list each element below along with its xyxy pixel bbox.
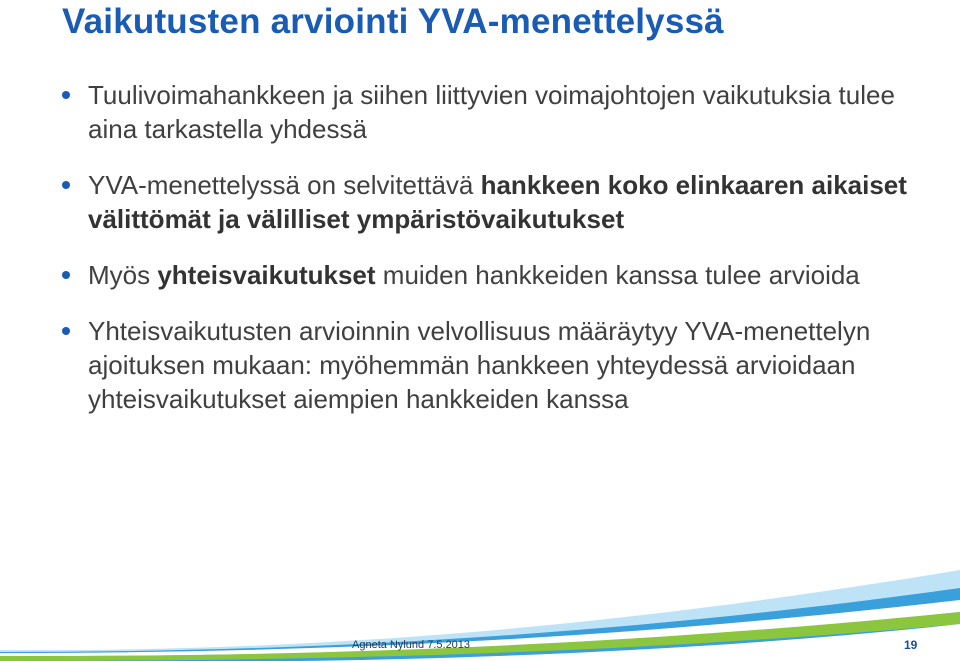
bullet-dot-icon	[62, 181, 70, 189]
bullet-text-bold: hankkeen koko elinkaaren aikaiset välittömät ja välilliset ympäristövaikutukset	[88, 170, 907, 234]
bullet-item	[62, 314, 922, 416]
page-number: 19	[904, 638, 918, 652]
bullet-list	[62, 78, 922, 438]
slide-title: Vaikutusten arviointi YVA-menettelyssä	[62, 2, 724, 41]
bullet-text: Yhteisvaikutusten arvioinnin velvollisuus määräytyy YVA-menettelyn ajoituksen mukaan: myöhemmän hankkeen yhteydessä arvioidaan yhteisvaikutukset aiempien hankkeiden kanssa	[88, 316, 871, 414]
footer-author-date: Agneta Nylund 7.5.2013	[352, 639, 471, 651]
bullet-dot-icon	[62, 327, 70, 335]
bullet-text: Tuulivoimahankkeen ja siihen liittyvien voimajohtojen vaikutuksia tulee aina tarkastella yhdessä	[88, 80, 895, 144]
bullet-text: muiden hankkeiden kanssa tulee arvioida	[375, 260, 860, 290]
bullet-text: Myös	[88, 260, 158, 290]
bullet-item	[62, 168, 922, 236]
bullet-item	[62, 78, 922, 146]
bullet-dot-icon	[62, 91, 70, 99]
bullet-text: YVA-menettelyssä on selvitettävä	[88, 170, 481, 200]
bullet-dot-icon	[62, 271, 70, 279]
footer-wave-decoration	[0, 540, 960, 661]
bullet-item	[62, 258, 922, 292]
bullet-text-bold: yhteisvaikutukset	[157, 260, 376, 290]
